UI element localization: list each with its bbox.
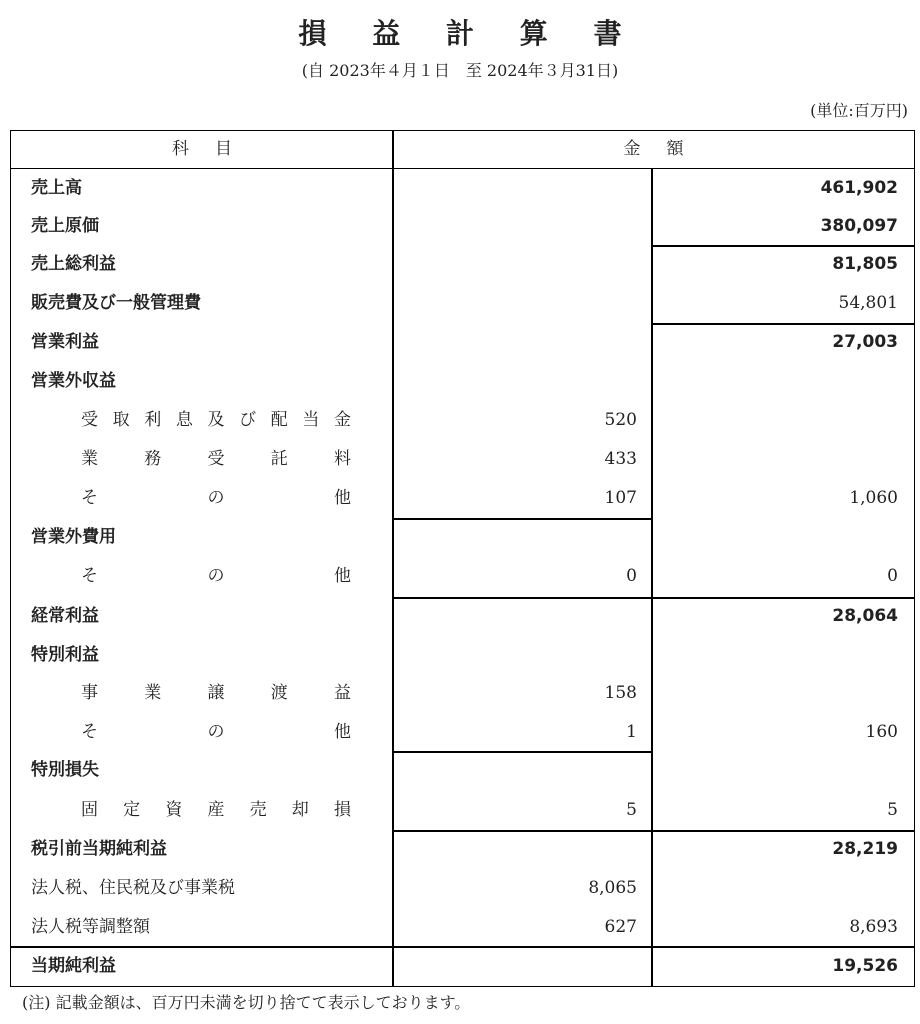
- label-char: 金: [334, 410, 351, 430]
- row-label: 特別損失: [31, 760, 99, 780]
- label-char: 資: [165, 800, 183, 820]
- label-char: 定: [123, 800, 141, 820]
- row-business-transfer-gain: [11, 674, 914, 712]
- row-amount: 627: [604, 917, 637, 937]
- label-char: 業: [144, 683, 162, 703]
- label-char: 損: [333, 800, 351, 820]
- row-total: 27,003: [832, 332, 898, 352]
- row-total: 1,060: [849, 488, 898, 508]
- row-amount: 107: [604, 488, 637, 508]
- row-label: 特別利益: [31, 645, 99, 665]
- row-label: 営業外費用: [31, 527, 116, 547]
- row-interest-dividends: [11, 401, 914, 439]
- row-nonop-expense-heading: [11, 518, 914, 556]
- row-extra-loss-heading: [11, 751, 914, 789]
- row-nonop-income-heading: [11, 362, 914, 400]
- label-char: そ: [81, 488, 98, 508]
- table-header: [11, 131, 914, 169]
- row-fixed-asset-loss: [11, 791, 914, 829]
- row-label: 売上原価: [31, 216, 99, 236]
- row-extra-income-other: [11, 713, 914, 751]
- row-amount: 158: [604, 683, 637, 703]
- row-extra-income-heading: [11, 636, 914, 674]
- label-char: 受: [81, 410, 98, 430]
- row-gross-profit: [11, 245, 914, 283]
- label-char: び: [239, 410, 257, 430]
- label-char: 渡: [270, 683, 288, 703]
- label-char: 他: [334, 566, 351, 586]
- row-operating-profit: [11, 323, 914, 361]
- row-contract-fees: [11, 440, 914, 478]
- label-char: 託: [270, 449, 288, 469]
- row-label: 販売費及び一般管理費: [31, 293, 201, 313]
- label-char: 当: [302, 410, 320, 430]
- row-total: 8,693: [849, 917, 898, 937]
- row-label: 経常利益: [31, 606, 99, 626]
- row-nonop-income-other: [11, 479, 914, 517]
- row-total: 54,801: [838, 293, 898, 313]
- label-char: 売: [249, 800, 267, 820]
- row-pretax-profit: [11, 830, 914, 868]
- row-total: 160: [865, 722, 898, 742]
- label-char: の: [207, 566, 225, 586]
- label-char: 他: [334, 488, 351, 508]
- label-char: 取: [112, 410, 130, 430]
- row-label: 法人税、住民税及び事業税: [31, 878, 235, 898]
- row-label-spaced: [81, 440, 351, 478]
- label-char: 他: [334, 722, 351, 742]
- row-label-spaced: [81, 401, 351, 439]
- row-total: 461,902: [820, 178, 898, 198]
- label-char: 配: [270, 410, 288, 430]
- header-subject: 科目: [172, 139, 258, 159]
- row-label: 営業利益: [31, 332, 99, 352]
- row-amount: 8,065: [588, 878, 637, 898]
- row-label: 売上総利益: [31, 254, 116, 274]
- label-char: 利: [144, 410, 162, 430]
- row-cost-of-sales: [11, 207, 914, 245]
- row-total: 81,805: [832, 254, 898, 274]
- row-label-spaced: [81, 791, 351, 829]
- row-total: 28,064: [832, 606, 898, 626]
- label-char: 事: [81, 683, 98, 703]
- row-label: 売上高: [31, 178, 82, 198]
- label-char: の: [207, 722, 225, 742]
- row-label-spaced: [81, 557, 351, 595]
- row-nonop-expense-other: [11, 557, 914, 595]
- row-total: 0: [887, 566, 898, 586]
- header-amount: 金額: [623, 139, 710, 159]
- row-amount: 520: [604, 410, 637, 430]
- row-label-spaced: [81, 479, 351, 517]
- label-char: 業: [81, 449, 98, 469]
- row-total: 19,526: [832, 956, 898, 976]
- label-char: 譲: [207, 683, 225, 703]
- row-label: 法人税等調整額: [31, 917, 150, 937]
- row-label: 営業外収益: [31, 371, 116, 391]
- label-char: そ: [81, 722, 98, 742]
- label-char: 固: [81, 800, 98, 820]
- row-sga: [11, 284, 914, 322]
- unit-label: (単位:百万円): [810, 101, 908, 120]
- label-char: 益: [334, 683, 351, 703]
- row-amount: 433: [604, 449, 637, 469]
- label-char: そ: [81, 566, 98, 586]
- row-tax-adjustments: [11, 908, 914, 946]
- income-statement-table: [10, 130, 915, 987]
- row-label: 当期純利益: [31, 956, 116, 976]
- row-total: 5: [887, 800, 898, 820]
- row-income-taxes: [11, 869, 914, 907]
- row-label-spaced: [81, 674, 351, 712]
- row-amount: 0: [626, 566, 637, 586]
- label-char: 料: [334, 449, 351, 469]
- row-net-profit: [11, 947, 914, 985]
- statement-title: 損 益 計 算 書: [298, 17, 640, 50]
- row-net-sales: [11, 169, 914, 207]
- label-char: 受: [207, 449, 225, 469]
- label-char: 却: [291, 800, 309, 820]
- label-char: 務: [144, 449, 162, 469]
- label-char: の: [207, 488, 225, 508]
- row-label-spaced: [81, 713, 351, 751]
- row-ordinary-profit: [11, 597, 914, 635]
- row-total: 380,097: [820, 216, 898, 236]
- row-label: 税引前当期純利益: [31, 839, 167, 859]
- row-amount: 5: [626, 800, 637, 820]
- footnote: (注) 記載金額は、百万円未満を切り捨てて表示しております。: [22, 993, 471, 1012]
- fiscal-period: (自 2023年４月１日 至 2024年３月31日): [301, 61, 619, 80]
- label-char: 息: [175, 410, 193, 430]
- label-char: 産: [207, 800, 225, 820]
- label-char: 及: [207, 410, 225, 430]
- row-amount: 1: [626, 722, 637, 742]
- row-total: 28,219: [832, 839, 898, 859]
